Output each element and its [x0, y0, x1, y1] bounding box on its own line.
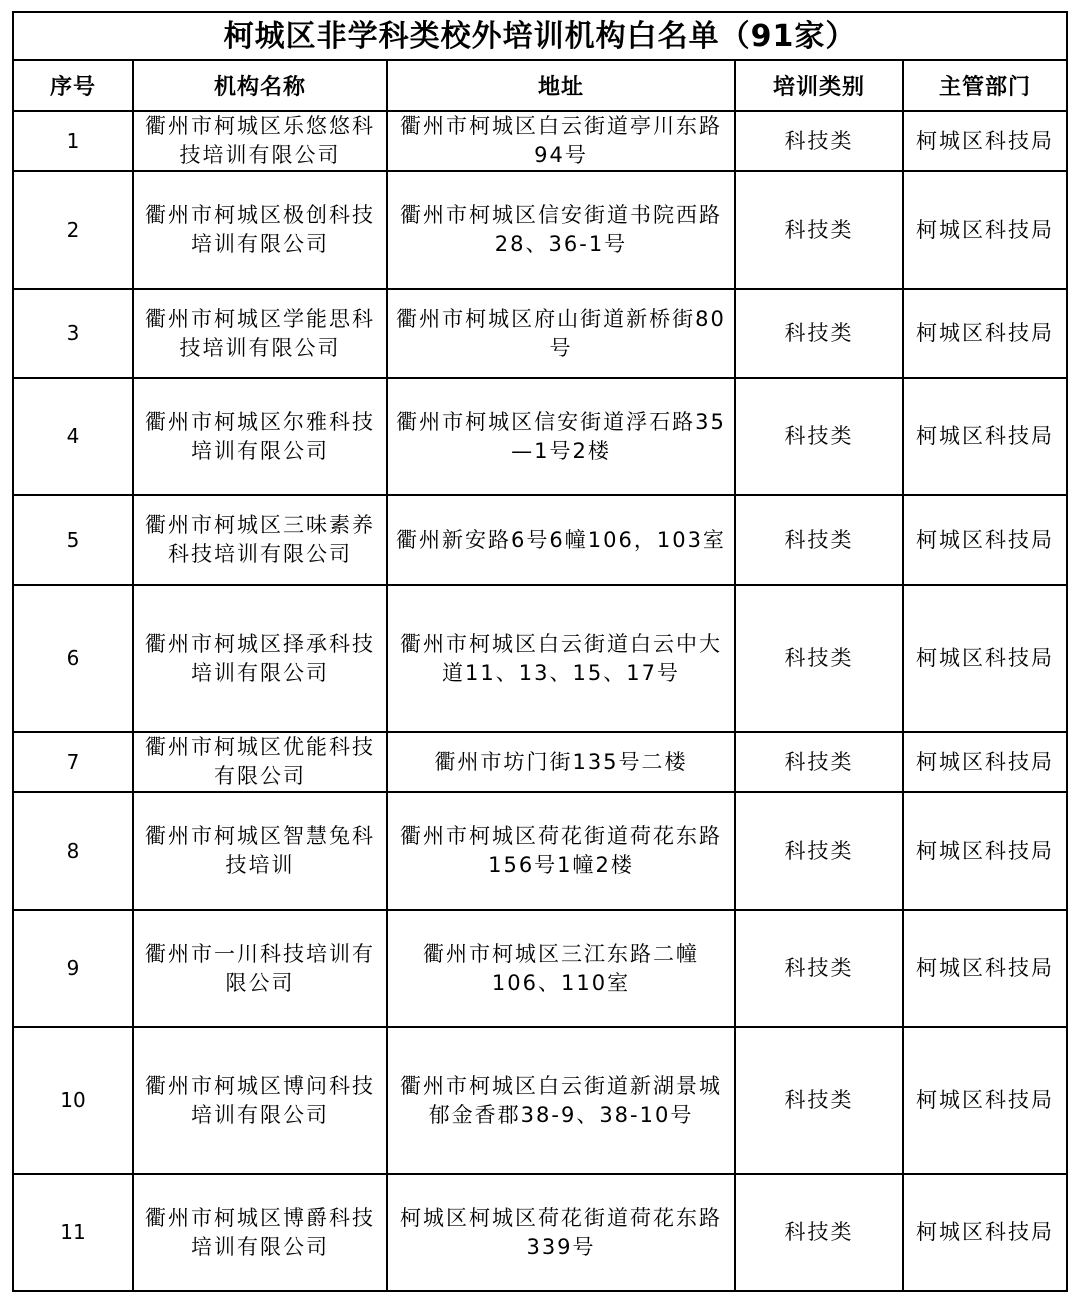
cell-category: 科技类 [735, 378, 903, 495]
cell-address: 衢州新安路6号6幢106，103室 [387, 495, 735, 585]
table-row [13, 1027, 1067, 1174]
table-row [13, 289, 1067, 378]
cell-department: 柯城区科技局 [903, 792, 1067, 910]
cell-category: 科技类 [735, 1027, 903, 1174]
whitelist-sheet [12, 11, 1066, 1292]
cell-department: 柯城区科技局 [903, 171, 1067, 289]
cell-institution-name: 衢州市柯城区乐悠悠科技培训有限公司 [133, 111, 387, 171]
cell-department: 柯城区科技局 [903, 378, 1067, 495]
cell-serial: 8 [13, 792, 133, 910]
cell-serial: 6 [13, 585, 133, 732]
cell-serial: 11 [13, 1174, 133, 1291]
whitelist-table [12, 11, 1068, 1292]
cell-address: 衢州市柯城区信安街道浮石路35—1号2楼 [387, 378, 735, 495]
table-row [13, 171, 1067, 289]
table-row [13, 585, 1067, 732]
header-category: 培训类别 [735, 60, 903, 111]
table-row [13, 910, 1067, 1027]
cell-institution-name: 衢州市柯城区优能科技有限公司 [133, 732, 387, 792]
cell-address: 衢州市柯城区荷花街道荷花东路156号1幢2楼 [387, 792, 735, 910]
cell-institution-name: 衢州市柯城区三味素养科技培训有限公司 [133, 495, 387, 585]
cell-address: 衢州市柯城区府山街道新桥街80号 [387, 289, 735, 378]
cell-serial: 1 [13, 111, 133, 171]
cell-institution-name: 衢州市柯城区博爵科技培训有限公司 [133, 1174, 387, 1291]
header-serial: 序号 [13, 60, 133, 111]
cell-institution-name: 衢州市柯城区极创科技培训有限公司 [133, 171, 387, 289]
cell-serial: 3 [13, 289, 133, 378]
cell-department: 柯城区科技局 [903, 1027, 1067, 1174]
table-row [13, 495, 1067, 585]
table-row [13, 111, 1067, 171]
cell-serial: 9 [13, 910, 133, 1027]
cell-address: 衢州市柯城区白云街道白云中大道11、13、15、17号 [387, 585, 735, 732]
cell-serial: 5 [13, 495, 133, 585]
cell-category: 科技类 [735, 495, 903, 585]
cell-serial: 7 [13, 732, 133, 792]
header-institution-name: 机构名称 [133, 60, 387, 111]
table-row [13, 1174, 1067, 1291]
cell-category: 科技类 [735, 732, 903, 792]
cell-department: 柯城区科技局 [903, 111, 1067, 171]
cell-institution-name: 衢州市柯城区智慧兔科技培训 [133, 792, 387, 910]
cell-serial: 2 [13, 171, 133, 289]
cell-department: 柯城区科技局 [903, 585, 1067, 732]
table-header-row [13, 60, 1067, 111]
cell-department: 柯城区科技局 [903, 732, 1067, 792]
table-row [13, 732, 1067, 792]
cell-institution-name: 衢州市柯城区学能思科技培训有限公司 [133, 289, 387, 378]
cell-address: 衢州市柯城区白云街道新湖景城郁金香郡38-9、38-10号 [387, 1027, 735, 1174]
cell-serial: 10 [13, 1027, 133, 1174]
cell-institution-name: 衢州市柯城区博问科技培训有限公司 [133, 1027, 387, 1174]
cell-department: 柯城区科技局 [903, 1174, 1067, 1291]
table-row [13, 378, 1067, 495]
cell-serial: 4 [13, 378, 133, 495]
cell-address: 衢州市坊门街135号二楼 [387, 732, 735, 792]
cell-category: 科技类 [735, 111, 903, 171]
cell-institution-name: 衢州市柯城区择承科技培训有限公司 [133, 585, 387, 732]
table-title: 柯城区非学科类校外培训机构白名单（91家） [13, 12, 1067, 60]
cell-institution-name: 衢州市柯城区尔雅科技培训有限公司 [133, 378, 387, 495]
cell-department: 柯城区科技局 [903, 910, 1067, 1027]
cell-category: 科技类 [735, 1174, 903, 1291]
header-department: 主管部门 [903, 60, 1067, 111]
cell-category: 科技类 [735, 792, 903, 910]
cell-address: 衢州市柯城区信安街道书院西路28、36-1号 [387, 171, 735, 289]
header-address: 地址 [387, 60, 735, 111]
cell-department: 柯城区科技局 [903, 495, 1067, 585]
cell-institution-name: 衢州市一川科技培训有限公司 [133, 910, 387, 1027]
table-row [13, 792, 1067, 910]
cell-address: 衢州市柯城区三江东路二幢106、110室 [387, 910, 735, 1027]
cell-address: 衢州市柯城区白云街道亭川东路94号 [387, 111, 735, 171]
cell-category: 科技类 [735, 289, 903, 378]
cell-category: 科技类 [735, 171, 903, 289]
cell-category: 科技类 [735, 910, 903, 1027]
cell-category: 科技类 [735, 585, 903, 732]
cell-department: 柯城区科技局 [903, 289, 1067, 378]
cell-address: 柯城区柯城区荷花街道荷花东路339号 [387, 1174, 735, 1291]
